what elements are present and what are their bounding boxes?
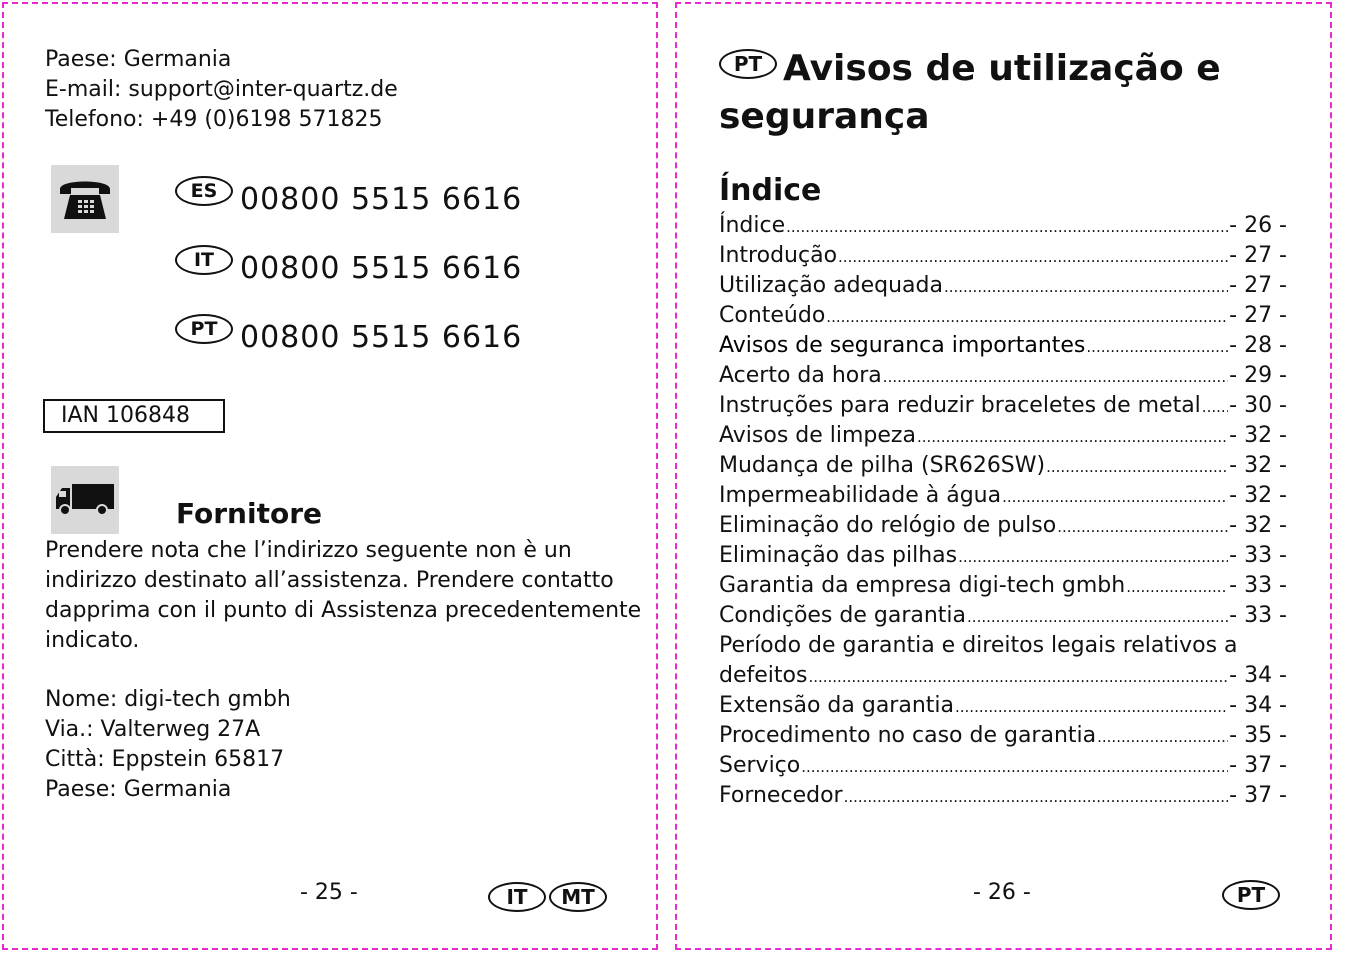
toc-entry[interactable] xyxy=(719,571,1287,601)
flag-es-icon: ES xyxy=(175,176,233,206)
toc-entry[interactable] xyxy=(719,361,1287,391)
toc-entry[interactable] xyxy=(719,211,1287,241)
toc-entry-label: Eliminação das pilhas xyxy=(719,543,958,568)
address-phone: Telefono: +49 (0)6198 571825 xyxy=(45,107,383,132)
toc-entry-label: Instruções para reduzir braceletes de metal xyxy=(719,393,1201,418)
page-number-left: - 25 - xyxy=(300,880,358,905)
flag-pt-icon: PT xyxy=(719,49,777,79)
toc-entry[interactable] xyxy=(719,301,1287,331)
supplier-street: Via.: Valterweg 27A xyxy=(45,717,261,742)
ian-box: IAN 106848 xyxy=(43,399,225,433)
toc-entry-page: - 33 - xyxy=(1229,543,1287,568)
toc-entry-label: Eliminação do relógio de pulso xyxy=(719,513,1057,538)
supplier-heading: Fornitore xyxy=(176,497,322,530)
address-email: E-mail: support@inter-quartz.de xyxy=(45,77,398,102)
supplier-country: Paese: Germania xyxy=(45,777,232,802)
toc-heading: Índice xyxy=(719,173,822,208)
toc-entry-label: Acerto da hora xyxy=(719,363,882,388)
toc-entry-page: - 37 - xyxy=(1229,753,1287,778)
toc-entry-page: - 32 - xyxy=(1229,423,1287,448)
toc-entry[interactable] xyxy=(719,691,1287,721)
toc-entry-page: - 35 - xyxy=(1229,723,1287,748)
toc-entry-label: Condições de garantia xyxy=(719,603,967,628)
supplier-city: Città: Eppstein 65817 xyxy=(45,747,285,772)
toc-entry-label: Avisos de seguranca importantes xyxy=(719,333,1086,358)
flag-mt-icon: MT xyxy=(549,882,607,912)
toc-entry[interactable] xyxy=(719,421,1287,451)
toc-entry[interactable] xyxy=(719,541,1287,571)
supplier-note-line: indicato. xyxy=(45,628,140,653)
toc-entry[interactable] xyxy=(719,511,1287,541)
toc-entry-page: - 27 - xyxy=(1229,243,1287,268)
flag-it-icon: IT xyxy=(488,882,546,912)
supplier-address xyxy=(45,685,291,805)
hotline-row-pt xyxy=(175,320,522,356)
toc-entry[interactable] xyxy=(719,661,1287,691)
supplier-note xyxy=(45,536,641,656)
toc-entry-label: Impermeabilidade à água xyxy=(719,483,1002,508)
toc-entry-page: - 32 - xyxy=(1229,453,1287,478)
hotline-row-es xyxy=(175,182,522,218)
toc-entry-label: Conteúdo xyxy=(719,303,826,328)
toc-entry-page: - 32 - xyxy=(1229,483,1287,508)
address-block-top xyxy=(45,45,398,135)
page-title-line1: Avisos de utilização e xyxy=(783,48,1221,89)
toc-entry[interactable] xyxy=(719,481,1287,511)
toc-entry-page: - 28 - xyxy=(1229,333,1287,358)
toc-entry-page: - 33 - xyxy=(1229,573,1287,598)
flag-pt-icon: PT xyxy=(1222,880,1280,910)
toc-entry-label: Extensão da garantia xyxy=(719,693,954,718)
toc-entry[interactable] xyxy=(719,331,1287,361)
supplier-note-line: indirizzo destinato all’assistenza. Prendere contatto xyxy=(45,568,614,593)
flag-pt-icon: PT xyxy=(175,314,233,344)
supplier-name: Nome: digi-tech gmbh xyxy=(45,687,291,712)
toc-entry-label: Serviço xyxy=(719,753,801,778)
toc-entry[interactable] xyxy=(719,601,1287,631)
address-country: Paese: Germania xyxy=(45,47,232,72)
toc-entry-label: Mudança de pilha (SR626SW) xyxy=(719,453,1046,478)
toc-entry[interactable] xyxy=(719,241,1287,271)
page-title-line2: segurança xyxy=(719,96,930,137)
toc-entry-page: - 27 - xyxy=(1229,303,1287,328)
toc-entry-label: defeitos xyxy=(719,663,808,688)
page-number-right: - 26 - xyxy=(973,880,1031,905)
toc-entry[interactable] xyxy=(719,781,1287,811)
toc-entry-label: Introdução xyxy=(719,243,838,268)
toc-entry[interactable] xyxy=(719,721,1287,751)
hotline-number: 00800 5515 6616 xyxy=(240,251,523,286)
toc-entry[interactable] xyxy=(719,751,1287,781)
page-title xyxy=(719,45,1309,141)
toc-entry[interactable] xyxy=(719,391,1287,421)
toc-entry-page: - 30 - xyxy=(1229,393,1287,418)
toc-entry-label: Fornecedor xyxy=(719,783,843,808)
hotline-number: 00800 5515 6616 xyxy=(240,182,523,217)
toc-entry-wrapped-line[interactable]: Período de garantia e direitos legais relativos a xyxy=(719,633,1238,658)
toc-entry-label: Utilização adequada xyxy=(719,273,943,298)
toc-entry[interactable] xyxy=(719,271,1287,301)
toc-entry-label: Garantia da empresa digi-tech gmbh xyxy=(719,573,1126,598)
flag-it-icon: IT xyxy=(175,245,233,275)
toc-entry-label: Procedimento no caso de garantia xyxy=(719,723,1097,748)
toc-entry-page: - 37 - xyxy=(1229,783,1287,808)
toc-entry-page: - 27 - xyxy=(1229,273,1287,298)
truck-icon xyxy=(51,466,119,534)
hotline-number: 00800 5515 6616 xyxy=(240,320,523,355)
toc-entry-page: - 29 - xyxy=(1229,363,1287,388)
toc-entry-page: - 34 - xyxy=(1229,663,1287,688)
hotline-row-it xyxy=(175,251,522,287)
toc-entry[interactable] xyxy=(719,451,1287,481)
supplier-note-line: Prendere nota che l’indirizzo seguente non è un xyxy=(45,538,572,563)
toc-entry-page: - 26 - xyxy=(1229,213,1287,238)
toc-entry-page: - 33 - xyxy=(1229,603,1287,628)
supplier-note-line: dapprima con il punto di Assistenza precedentemente xyxy=(45,598,642,623)
toc-entry-label: Índice xyxy=(719,213,786,238)
toc-entry-page: - 32 - xyxy=(1229,513,1287,538)
table-of-contents xyxy=(719,211,1287,811)
telephone-icon xyxy=(51,165,119,233)
toc-entry-label: Avisos de limpeza xyxy=(719,423,916,448)
toc-entry-page: - 34 - xyxy=(1229,693,1287,718)
